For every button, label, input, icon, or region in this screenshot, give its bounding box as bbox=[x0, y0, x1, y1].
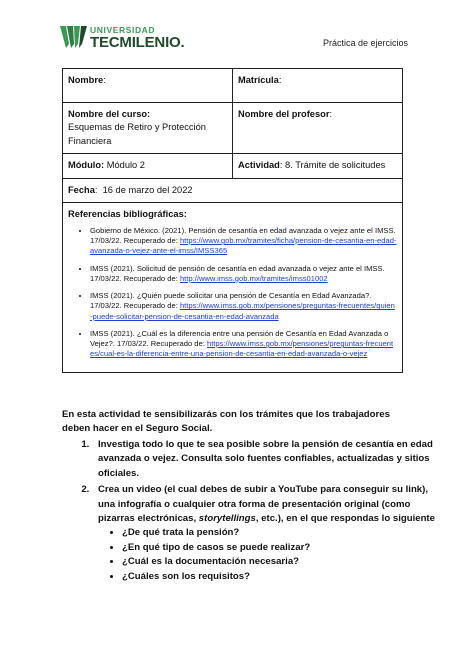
instruction-step-1 bbox=[92, 438, 437, 481]
logo-bottom-text: TECMILENIO. bbox=[90, 34, 185, 51]
fecha-label: Fecha bbox=[68, 184, 95, 195]
nombre-cell[interactable]: Nombre: bbox=[63, 69, 233, 103]
actividad-value[interactable]: 8. Trámite de solicitudes bbox=[285, 160, 386, 171]
instruction-step-2-tail: , etc.), en el que respondas lo siguiente bbox=[255, 512, 435, 524]
matricula-label: Matrícula bbox=[238, 75, 279, 85]
reference-link[interactable]: https://www.imss.gob.mx/pensiones/preguntas-frecuentes/cual-es-la-diferencia-entre-una-pension-de-cesantia-en-edad-avanzada-o-vejez bbox=[90, 339, 394, 359]
reference-item bbox=[90, 329, 397, 360]
instruction-step-1-text: Investiga todo lo que te sea posible sobre la pensión de cesantía en edad avanzada o vejez. Consulta solo fuentes confiables, actualizadas y sitios oficiales. bbox=[98, 439, 433, 479]
fecha-value[interactable]: 16 de marzo del 2022 bbox=[102, 184, 193, 195]
reference-link[interactable]: http://www.imss.gob.mx/tramites/imss01002 bbox=[179, 273, 328, 283]
reference-item bbox=[90, 264, 397, 285]
references-list bbox=[68, 226, 397, 360]
modulo-cell[interactable] bbox=[63, 154, 233, 178]
reference-item bbox=[90, 291, 397, 322]
actividad-cell[interactable]: Actividad: 8. Trámite de solicitudes bbox=[233, 154, 403, 178]
document-type-label: Práctica de ejercicios bbox=[322, 38, 408, 48]
instruction-step-2-emphasis: storytellings bbox=[198, 512, 256, 524]
matricula-cell[interactable]: Matrícula: bbox=[233, 69, 403, 103]
university-logo bbox=[60, 24, 185, 52]
references-cell bbox=[63, 203, 403, 372]
fecha-cell[interactable]: Fecha: 16 de marzo del 2022 bbox=[63, 178, 403, 202]
instructions-list bbox=[62, 438, 437, 586]
profesor-label: Nombre del profesor bbox=[238, 109, 330, 119]
nombre-label: Nombre bbox=[68, 75, 104, 85]
reference-text: Gobierno de México. (2021). Pensión de cesantía en edad avanzada o vejez ante el IMSS. 17/03/22. Recuperado de: bbox=[90, 225, 396, 246]
reference-link[interactable]: https://www.gob.mx/tramites/ficha/pension-de-cesantia-en-edad-avanzada-o-vejez-ante-el-imss/IMSS365 bbox=[90, 236, 397, 256]
questions-list bbox=[98, 526, 437, 584]
reference-text: IMSS (2021). ¿Cuál es la diferencia entre una pensión de Cesantía en Edad Avanzada o Vejez?. 17/03/22. Recuperado de: bbox=[90, 328, 389, 349]
modulo-label: Módulo: bbox=[68, 160, 105, 171]
instruction-step-2 bbox=[92, 483, 437, 584]
modulo-value[interactable]: Módulo 2 bbox=[106, 160, 145, 171]
instruction-step-2-text: Crea un video (el cual debes de subir a YouTube para conseguir su link), una infografía o cualquier otra forma de presentación original (como pizarras electrónicas, bbox=[98, 484, 428, 524]
question-item: • ¿De qué trata la pensión? bbox=[122, 526, 437, 540]
question-item: • ¿Cuáles son los requisitos? bbox=[122, 570, 437, 584]
curso-value[interactable]: Esquemas de Retiro y Protección Financiera bbox=[68, 122, 206, 146]
student-info-table bbox=[62, 68, 403, 373]
logo-mark-icon bbox=[60, 24, 88, 50]
logo-top-text: UNIVERSIDAD bbox=[90, 25, 156, 35]
reference-text: IMSS (2021). Solicitud de pensión de cesantía en edad avanzada o vejez ante el IMSS. 17/03/22. Recuperado de: bbox=[90, 263, 385, 283]
question-item: • ¿En qué tipo de casos se puede realizar? bbox=[122, 541, 437, 555]
curso-label: Nombre del curso: bbox=[68, 109, 151, 119]
reference-item bbox=[90, 226, 397, 257]
profesor-cell[interactable]: Nombre del profesor: bbox=[233, 103, 403, 154]
curso-cell[interactable] bbox=[63, 103, 233, 154]
reference-link[interactable]: https://www.imss.gob.mx/pensiones/preguntas-frecuentes/quien-puede-solicitar-pension-de-cesantia-en-edad-avanzada bbox=[90, 301, 395, 321]
activity-intro: En esta actividad te sensibilizarás con los trámites que los trabajadores deben hacer en el Seguro Social. bbox=[62, 409, 390, 435]
reference-text: IMSS (2021). ¿Quién puede solicitar una pensión de Cesantía en Edad Avanzada?. 17/03/22. Recuperado de: bbox=[90, 291, 372, 311]
references-label: Referencias bibliográficas: bbox=[68, 209, 187, 220]
actividad-label: Actividad bbox=[238, 160, 280, 171]
question-item: • ¿Cuál es la documentación necesaria? bbox=[122, 555, 437, 569]
